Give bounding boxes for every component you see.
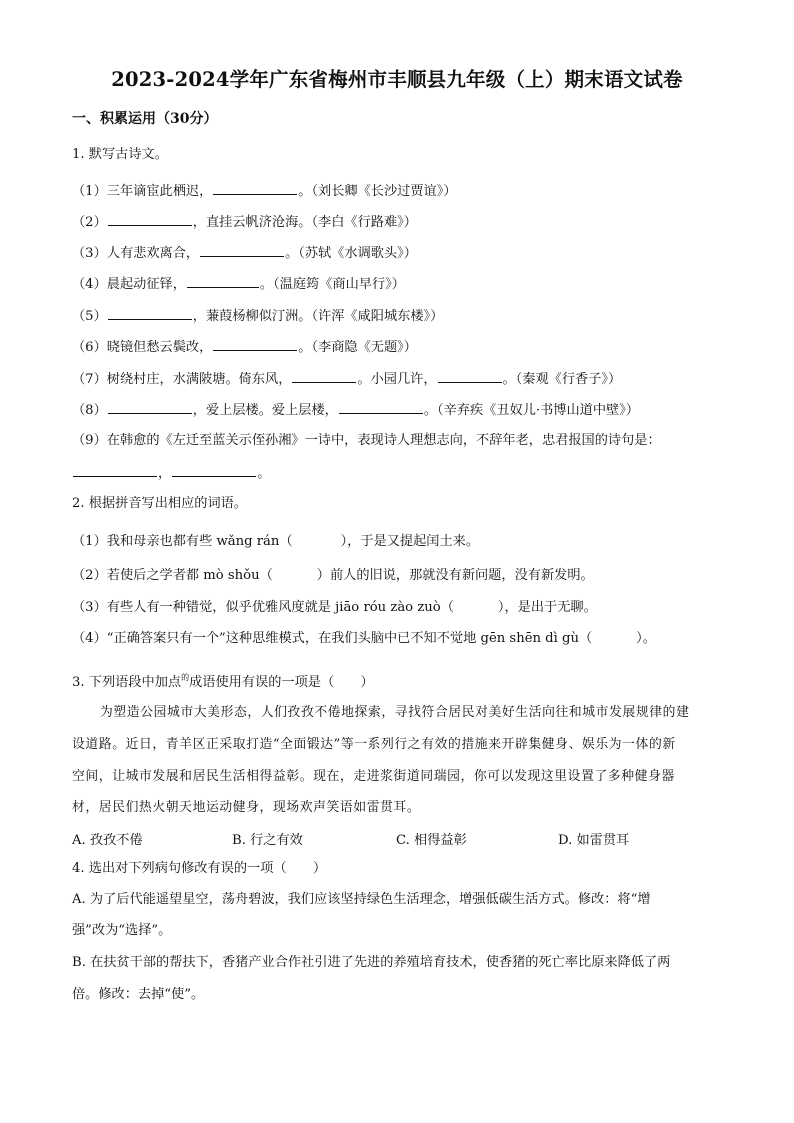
q2-item-2-pre: （2）若使后之学者都 mò shǒu（ [72,568,273,583]
q1-item-9-sep: ， [158,466,172,481]
q4-stem: 4. 选出对下列病句修改有误的一项（ ） [72,861,327,876]
q1-item-8 [72,401,639,420]
q3-option-c[interactable]: C. 相得益彰 [396,833,467,848]
q1-stem: 1. 默写古诗文。 [72,147,168,162]
q2-item-4-post: ）。 [636,631,656,646]
q2-item-1-pre: （1）我和母亲也都有些 wǎng rán（ [72,534,293,549]
q3-stem-part-b: 成语使用有误的一项是（ ） [189,675,374,690]
q1-item-8-part-c: 。（辛弃疾《丑奴儿·书博山道中壁》） [423,403,640,418]
q1-item-5-post: ，蒹葭杨柳似汀洲。（许浑《咸阳城东楼》） [192,309,444,324]
answer-blank[interactable] [438,370,502,383]
q1-item-1-pre: （1）三年谪宦此栖迟， [72,184,213,199]
answer-blank[interactable] [339,401,423,414]
q1-item-8-part-a: （8） [72,403,107,418]
q1-item-7 [72,370,621,389]
answer-blank[interactable] [172,464,256,477]
q3-stem-part-a: 3. 下列语段中加点 [72,675,182,690]
q3-option-a[interactable]: A. 孜孜不倦 [72,833,143,848]
answer-blank[interactable] [73,464,157,477]
q3-passage-line: 设道路。近日，青羊区正采取打造“全面锻达”等一系列行之有效的措施来开辟集健身、娱乐为一体的新 [72,737,676,752]
q3-passage-line: 材，居民们热火朝天地运动健身，现场欢声笑语如雷贯耳。 [72,800,421,815]
q1-item-3-post: 。（苏轼《水调歌头》） [285,246,417,261]
q1-item-2-post: ，直挂云帆济沧海。（李白《行路难》） [192,215,417,230]
q2-item-2-post: ）前人的旧说，那就没有新问题，没有新发明。 [316,568,594,583]
answer-blank[interactable] [213,182,297,195]
q3-passage-line: 为塑造公园城市大美形态，人们孜孜不倦地探索，寻找符合居民对美好生活向往和城市发展规律的建 [100,705,690,720]
q2-item-2 [72,567,594,585]
emphasis-mark: 的 [181,673,190,682]
q1-item-6 [72,338,417,357]
q1-item-5 [72,307,443,326]
q4-option-b[interactable]: B. 在扶贫干部的帮扶下，香猪产业合作社引进了先进的养殖培育技术，使香猪的死亡率比原来降低了两 [72,955,671,970]
q1-item-6-pre: （6）晓镜但愁云鬓改， [72,340,213,355]
q2-item-4-pre: （4）“正确答案只有一个”这种思维模式，在我们头脑中已不知不觉地 gēn shēn dì gù（ [72,631,593,646]
q1-item-4 [72,275,405,294]
answer-blank[interactable] [213,338,297,351]
q1-item-6-post: 。（李商隐《无题》） [298,340,417,355]
q1-item-1 [72,182,457,201]
answer-blank[interactable] [200,244,284,257]
q2-item-4 [72,630,656,648]
q1-item-9: （9）在韩愈的《左迁至蓝关示侄孙湘》一诗中，表现诗人理想志向，不辞年老，忠君报国的诗句是： [72,433,661,448]
q1-item-7-part-c: 。（秦观《行香子》） [502,372,622,387]
page-title: 2023-2024学年广东省梅州市丰顺县九年级（上）期末语文试卷 [111,68,683,91]
q3-passage-line: 空间，让城市发展和居民生活相得益彰。现在，走进浆街道同瑞园，你可以发现这里设置了多种健身器 [72,769,675,784]
q1-item-4-pre: （4）晨起动征铎， [72,277,186,292]
q4-option-a-cont: 强”改为“选择”。 [72,923,172,938]
q1-item-9-answer [72,464,270,483]
q4-option-b-cont: 倍。修改：去掉“使”。 [72,987,205,1002]
answer-blank[interactable] [292,370,356,383]
q1-item-9-end: 。 [257,466,271,481]
q1-item-4-post: 。（温庭筠《商山早行》） [259,277,405,292]
q1-item-8-part-b: ，爱上层楼。爱上层楼， [192,403,338,418]
q1-item-7-part-b: 。小园几许， [357,372,437,387]
q3-option-d[interactable]: D. 如雷贯耳 [558,833,630,848]
q3-stem [72,669,374,692]
q1-item-5-pre: （5） [72,309,107,324]
q2-item-1-post: ），于是又提起闰土来。 [340,534,480,549]
q1-item-1-post: 。（刘长卿《长沙过贾谊》） [298,184,457,199]
q1-item-3-pre: （3）人有悲欢离合， [72,246,200,261]
answer-blank[interactable] [108,307,192,320]
q1-item-7-part-a: （7）树绕村庄，水满陂塘。倚东风， [72,372,292,387]
q2-item-3 [72,599,597,617]
q1-item-2 [72,213,417,232]
q2-item-3-post: ），是出于无聊。 [497,600,597,615]
q1-item-2-pre: （2） [72,215,107,230]
q1-item-3 [72,244,417,263]
q4-option-a[interactable]: A. 为了后代能遥望星空，荡舟碧波，我们应该坚持绿色生活理念，增强低碳生活方式。修改：将“增 [72,892,651,907]
q2-item-1 [72,533,479,551]
q2-stem: 2. 根据拼音写出相应的词语。 [72,496,248,511]
q2-item-3-pre: （3）有些人有一种错觉，似乎优雅风度就是 jiāo róu zào zuò（ [72,600,454,615]
answer-blank[interactable] [108,213,192,226]
q3-option-b[interactable]: B. 行之有效 [232,833,303,848]
answer-blank[interactable] [187,275,259,288]
section-heading: 一、积累运用（30分） [72,111,218,127]
answer-blank[interactable] [108,401,192,414]
